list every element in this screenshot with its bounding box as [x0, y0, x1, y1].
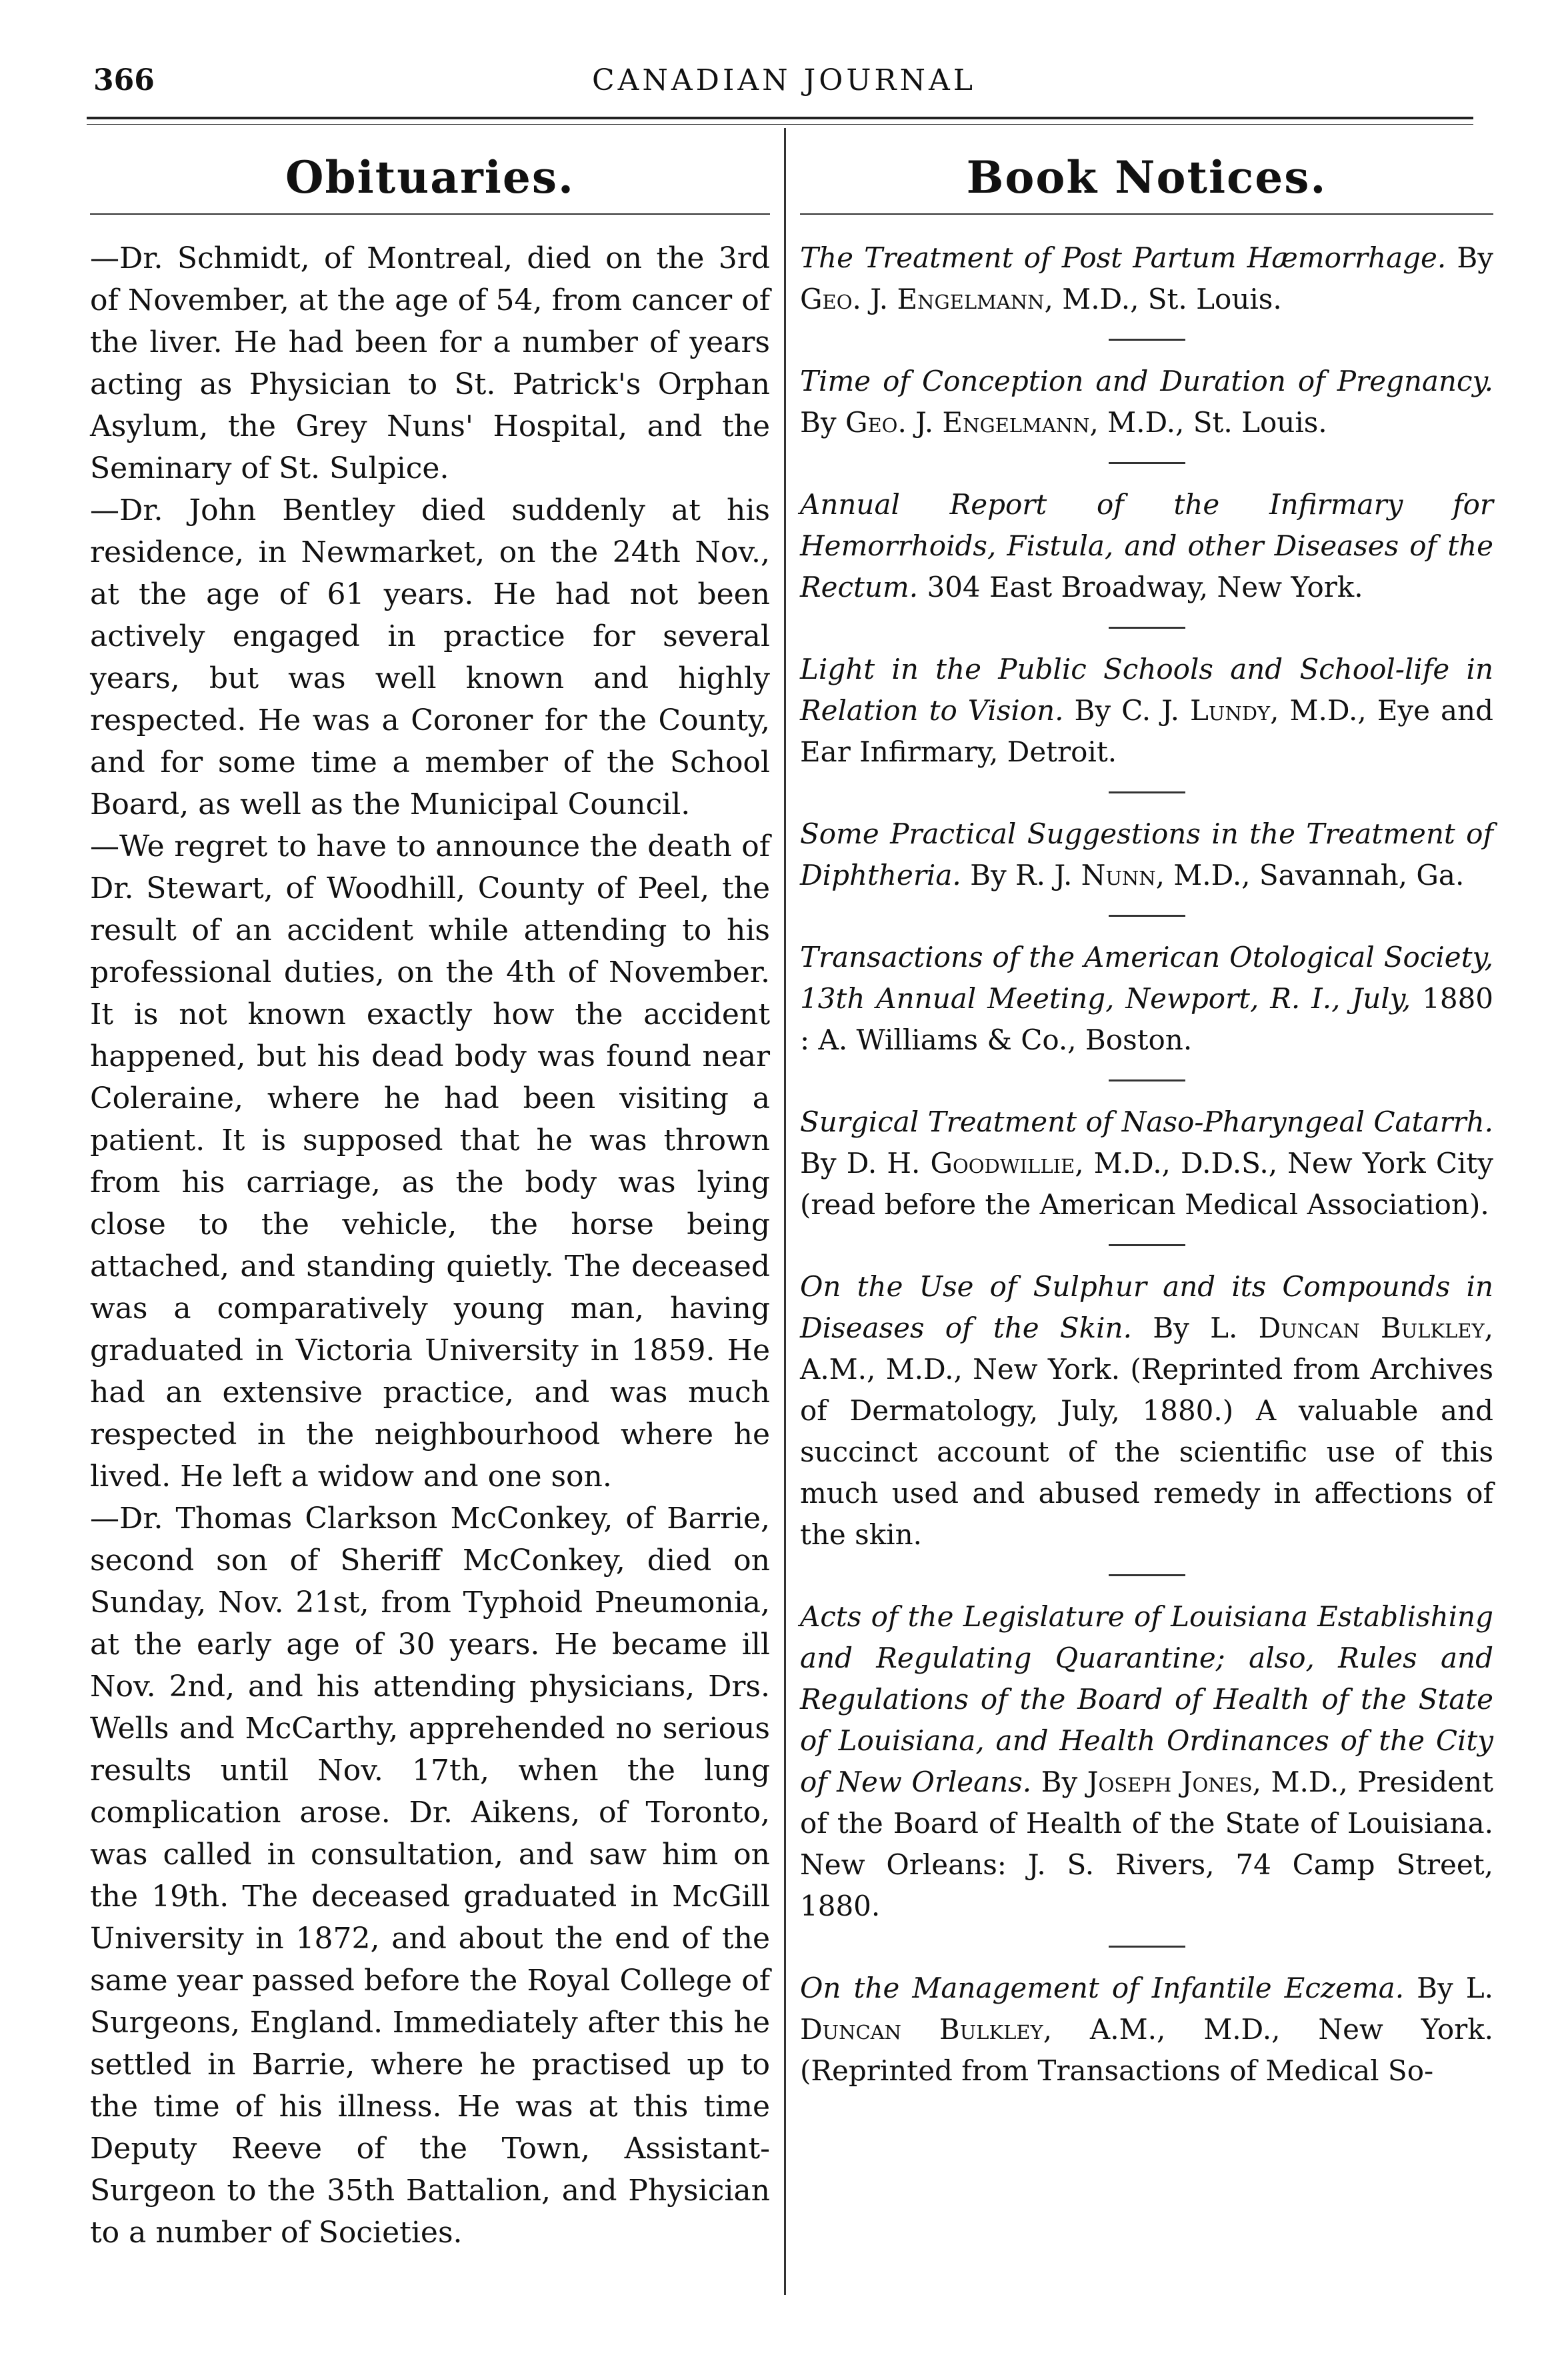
book-title: Transactions of the American Otological Society, 13th Annual Meeting, Newport, R. I., July,	[800, 941, 1493, 1015]
book-author: C. J. Lundy	[1121, 694, 1271, 727]
book-author: Joseph Jones	[1087, 1766, 1253, 1798]
book-notice	[800, 813, 1493, 896]
book-details: , M.D., Eye and Ear Infirmary, Detroit.	[800, 694, 1493, 768]
by-word: By	[800, 406, 837, 439]
book-details: , M.D., D.D.S., New York City (read before the American Medical Association).	[800, 1147, 1493, 1221]
book-author: L. Duncan Bulkley	[800, 1972, 1493, 2046]
separator-rule	[1109, 1079, 1185, 1081]
header-rule	[87, 117, 1473, 119]
book-notice	[800, 937, 1493, 1061]
book-title: Acts of the Legislature of Louisiana Establishing and Regulating Quarantine; also, Rules and Regulations of the Board of Health of the State of Louisiana, and Health Ordinances of the City of New Orleans.	[800, 1600, 1493, 1798]
separator-rule	[1109, 1574, 1185, 1576]
separator-rule	[1109, 462, 1185, 464]
book-notices-column	[800, 147, 1493, 2092]
book-title: Time of Conception and Duration of Pregnancy.	[800, 365, 1493, 397]
book-title: Annual Report of the Infirmary for Hemorrhoids, Fistula, and other Diseases of the Rectum.	[800, 488, 1493, 603]
book-notice	[800, 1101, 1493, 1226]
book-title: Light in the Public Schools and School-life in Relation to Vision.	[800, 653, 1493, 727]
book-title: On the Use of Sulphur and its Compounds in Diseases of the Skin.	[800, 1270, 1493, 1344]
by-word: By	[1074, 694, 1111, 727]
book-notice	[800, 237, 1493, 320]
book-notice	[800, 1596, 1493, 1927]
book-notice	[800, 1266, 1493, 1556]
book-details: , A.M., M.D., New York. (Reprinted from Archives of Dermatology, July, 1880.) A valuable and succinct account of the scientific use of this much used and abused remedy in affections of the skin.	[800, 1312, 1493, 1551]
by-word: By	[1041, 1766, 1078, 1798]
book-notice	[800, 649, 1493, 773]
book-notice	[800, 361, 1493, 443]
separator-rule	[1109, 791, 1185, 793]
running-title: CANADIAN JOURNAL	[591, 63, 977, 97]
page-header	[0, 63, 1568, 117]
book-details: , M.D., St. Louis.	[1089, 406, 1327, 439]
separator-rule	[1109, 915, 1185, 917]
book-author: R. J. Nunn	[1015, 859, 1156, 891]
book-title: Surgical Treatment of Naso-Pharyngeal Catarrh.	[800, 1105, 1493, 1138]
separator-rule	[1109, 627, 1185, 629]
by-word: By	[1153, 1312, 1189, 1344]
book-details: , M.D., St. Louis.	[1044, 283, 1282, 315]
by-word: By	[1457, 241, 1493, 274]
book-details: 1880 : A. Williams & Co., Boston.	[800, 982, 1494, 1056]
page-number: 366	[93, 63, 155, 97]
obituary-paragraph: —Dr. Thomas Clarkson McConkey, of Barrie, second son of Sheriff McConkey, died on Sunday, Nov. 21st, from Typhoid Pneumonia, at the early age of 30 years. He became ill Nov. 2nd, and his attending physicians, Drs. Wells and McCarthy, apprehended no serious results until Nov. 17th, when the lung complication arose. Dr. Aikens, of Toronto, was called in consultation, and saw him on the 19th. The deceased graduated in McGill University in 1872, and about the end of the same year passed before the Royal College of Surgeons, England. Immediately after this he settled in Barrie, where he practised up to the time of his illness. He was at this time Deputy Reeve of the Town, Assistant-Surgeon to the 35th Battalion, and Physician to a number of Societies.	[90, 1502, 770, 2250]
column-divider	[784, 128, 786, 2295]
separator-rule	[1109, 1244, 1185, 1246]
book-author: L. Duncan Bulkley	[1210, 1312, 1485, 1344]
obituary-paragraph: —Dr. Schmidt, of Montreal, died on the 3rd of November, at the age of 54, from cancer of the liver. He had been for a number of years acting as Physician to St. Patrick's Orphan Asylum, the Grey Nuns' Hospital, and the Seminary of St. Sulpice.	[90, 241, 770, 485]
obituary-paragraph: —We regret to have to announce the death of Dr. Stewart, of Woodhill, County of Peel, the result of an accident while attending to his professional duties, on the 4th of November. It is not known exactly how the accident happened, but his dead body was found near Coleraine, where he had been visiting a patient. It is supposed that he was thrown from his carriage, as the body was lying close to the vehicle, the horse being attached, and standing quietly. The deceased was a comparatively young man, having graduated in Victoria University in 1859. He had an extensive practice, and was much respected in the neighbourhood where he lived. He left a widow and one son.	[90, 829, 770, 1494]
book-details: 304 East Broadway, New York.	[927, 571, 1363, 603]
book-title: The Treatment of Post Partum Hæmorrhage.	[800, 241, 1447, 274]
book-notice	[800, 1968, 1493, 2092]
obituary-paragraph: —Dr. John Bentley died suddenly at his residence, in Newmarket, on the 24th Nov., at the age of 61 years. He had not been actively engaged in practice for several years, but was well known and highly respected. He was a Coroner for the County, and for some time a member of the School Board, as well as the Municipal Council.	[90, 493, 770, 821]
separator-rule	[1109, 1946, 1185, 1948]
by-word: By	[970, 859, 1007, 891]
book-author: Geo. J. Engelmann	[800, 283, 1045, 315]
book-details: , M.D., President of the Board of Health of the State of Louisiana. New Orleans: J. S. Rivers, 74 Camp Street, 1880.	[800, 1766, 1494, 1922]
header-rule-thin	[87, 124, 1473, 125]
by-word: By	[800, 1147, 837, 1179]
by-word: By	[1417, 1972, 1453, 2004]
book-title: On the Management of Infantile Eczema.	[800, 1972, 1405, 2004]
book-notice	[800, 484, 1493, 608]
obituaries-heading: Obituaries.	[285, 151, 575, 203]
book-details: , M.D., Savannah, Ga.	[1155, 859, 1465, 891]
heading-rule	[90, 213, 770, 215]
separator-rule	[1109, 339, 1185, 341]
book-author: D. H. Goodwillie	[846, 1147, 1075, 1179]
heading-rule	[800, 213, 1493, 215]
book-author: Geo. J. Engelmann	[845, 406, 1090, 439]
book-notices-heading: Book Notices.	[966, 151, 1327, 203]
book-title: Some Practical Suggestions in the Treatment of Diphtheria.	[800, 817, 1493, 891]
book-details: , A.M., M.D., New York. (Reprinted from Transactions of Medical So-	[800, 2013, 1493, 2087]
obituaries-column	[90, 147, 770, 2254]
